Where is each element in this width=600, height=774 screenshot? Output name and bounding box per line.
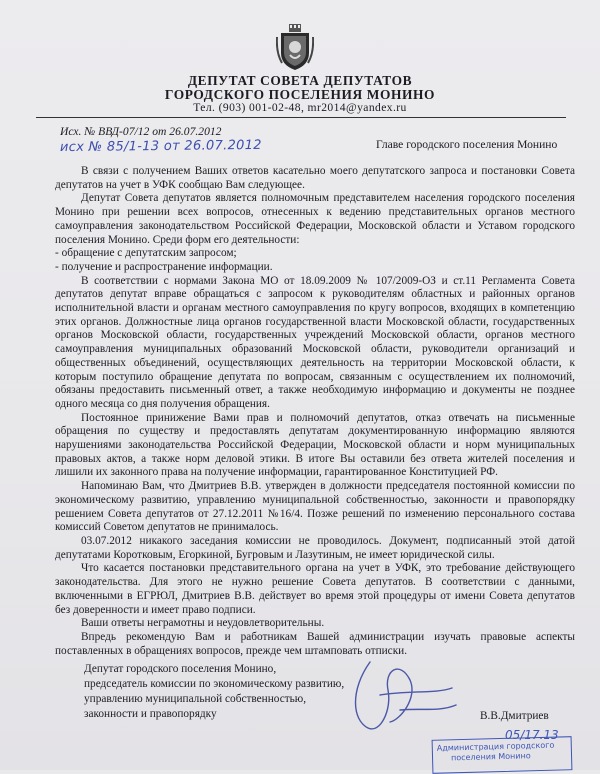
paragraph: Впредь рекомендую Вам и работникам Вашей администрации изучать правовые аспекты поставленных в обращениях вопросов, прежде чем штамповать отписки.: [55, 630, 575, 657]
paragraph: Что касается постановки представительного органа на учет в УФК, это требование действующего законодательства. Для этого не нужно решение Совета депутатов. В соответствии с данными, включенными в ЕГРЮЛ, Дмитриев В.В. действует во время этой процедуры от имени Совета депутатов без доверенности и имеет право подписи.: [55, 562, 575, 616]
outgoing-reference: Исх. № ВВД-07/12 от 26.07.2012: [60, 125, 222, 138]
paragraph: 03.07.2012 никакого заседания комиссии не проводилось. Документ, подписанный этой датой депутатами Коротковым, Егоркиной, Бугровым и Лазутиным, не имеет юридической силы.: [55, 534, 575, 561]
handwritten-reference: исх № 85/1-13 от 26.07.2012: [59, 137, 262, 156]
paragraph: Постоянное принижение Вами прав и полномочий депутатов, отказ отвечать на письменные обращения по существу и предоставлять депутатам документированную информацию являются нарушениями законодательства Российской Федерации, Московской области и норм муниципальных правовых актов, а также норм деловой этики. В итоге Вы оставили без ответа жителей поселения и лишили их законного права на получение информации, гарантированное Конституцией РФ.: [55, 411, 575, 479]
header-title: ДЕПУТАТ СОВЕТА ДЕПУТАТОВ: [187, 73, 413, 88]
list-item: - получение и распространение информации.: [55, 260, 273, 273]
handwritten-signature: [340, 650, 460, 740]
signature-line: законности и правопорядку: [84, 708, 217, 720]
letter-body: [55, 165, 575, 658]
paragraph: Напоминаю Вам, что Дмитриев В.В. утвержден в должности председателя постоянной комиссии по экономическому развитию, управлению муниципальной собственностью, законности и правопорядку решением Совета депутатов от 27.12.2011 №16/4. Позже решений по изменению персонального состава комиссий Советом депутатов не принималось.: [55, 480, 575, 534]
stamp-line: поселения Монино: [450, 751, 531, 763]
stamp-line: Администрация городского: [436, 740, 555, 753]
list-item: - обращение с депутатским запросом;: [55, 247, 237, 260]
header-contact: Тел. (903) 001-02-48, mr2014@yandex.ru: [193, 101, 407, 114]
signer-name: В.В.Дмитриев: [480, 710, 549, 722]
coat-of-arms-icon: [276, 23, 314, 71]
signature-line: председатель комиссии по экономическому развитию,: [84, 678, 345, 690]
header-divider: [36, 117, 566, 118]
registration-stamp: [432, 736, 573, 774]
addressee: Главе городского поселения Монино: [376, 138, 558, 151]
stamp-handwritten-note: 05/17.13: [505, 728, 559, 742]
signature-line: управлению муниципальной собственностью,: [84, 693, 307, 705]
signature-line: Депутат городского поселения Монино,: [84, 663, 277, 675]
paragraph: В соответствии с нормами Закона МО от 18.09.2009 № 107/2009-ОЗ и ст.11 Регламента Совета депутатов депутат вправе обращаться с запросом к руководителям областных и районных органов исполнительной власти и органам местного самоуправления по кругу вопросов, входящих в компетенцию этих органов. Должностные лица органов государственной власти Московской области, государственных органов Московской области, государственных учреждений Московской области, органов местного самоуправления муниципальных образований Московской области, руководители организаций и общественных объединений, осуществляющих деятельность на территории Московской области, к которым поступило обращение депутата по вопросам, связанным с осуществлением их полномочий, обязаны предоставить письменный ответ, а также необходимую информацию и документы не позднее одного месяца со дня получения обращения.: [55, 274, 575, 410]
paragraph: В связи с получением Ваших ответов касательно моего депутатского запроса и постановки Совета депутатов на учет в УФК сообщаю Вам следующее.: [55, 165, 575, 191]
paragraph: Ваши ответы неграмотны и неудовлетворительны.: [81, 617, 325, 630]
paragraph: Депутат Совета депутатов является полномочным представителем населения городского поселения Монино при решении всех вопросов, отнесенных к ведению представительных органов местного самоуправления законодательством Российской Федерации, Московской области и Уставом городского поселения Монино. Среди форм его деятельности:: [55, 192, 575, 246]
header-subtitle: ГОРОДСКОГО ПОСЕЛЕНИЯ МОНИНО: [164, 87, 436, 102]
